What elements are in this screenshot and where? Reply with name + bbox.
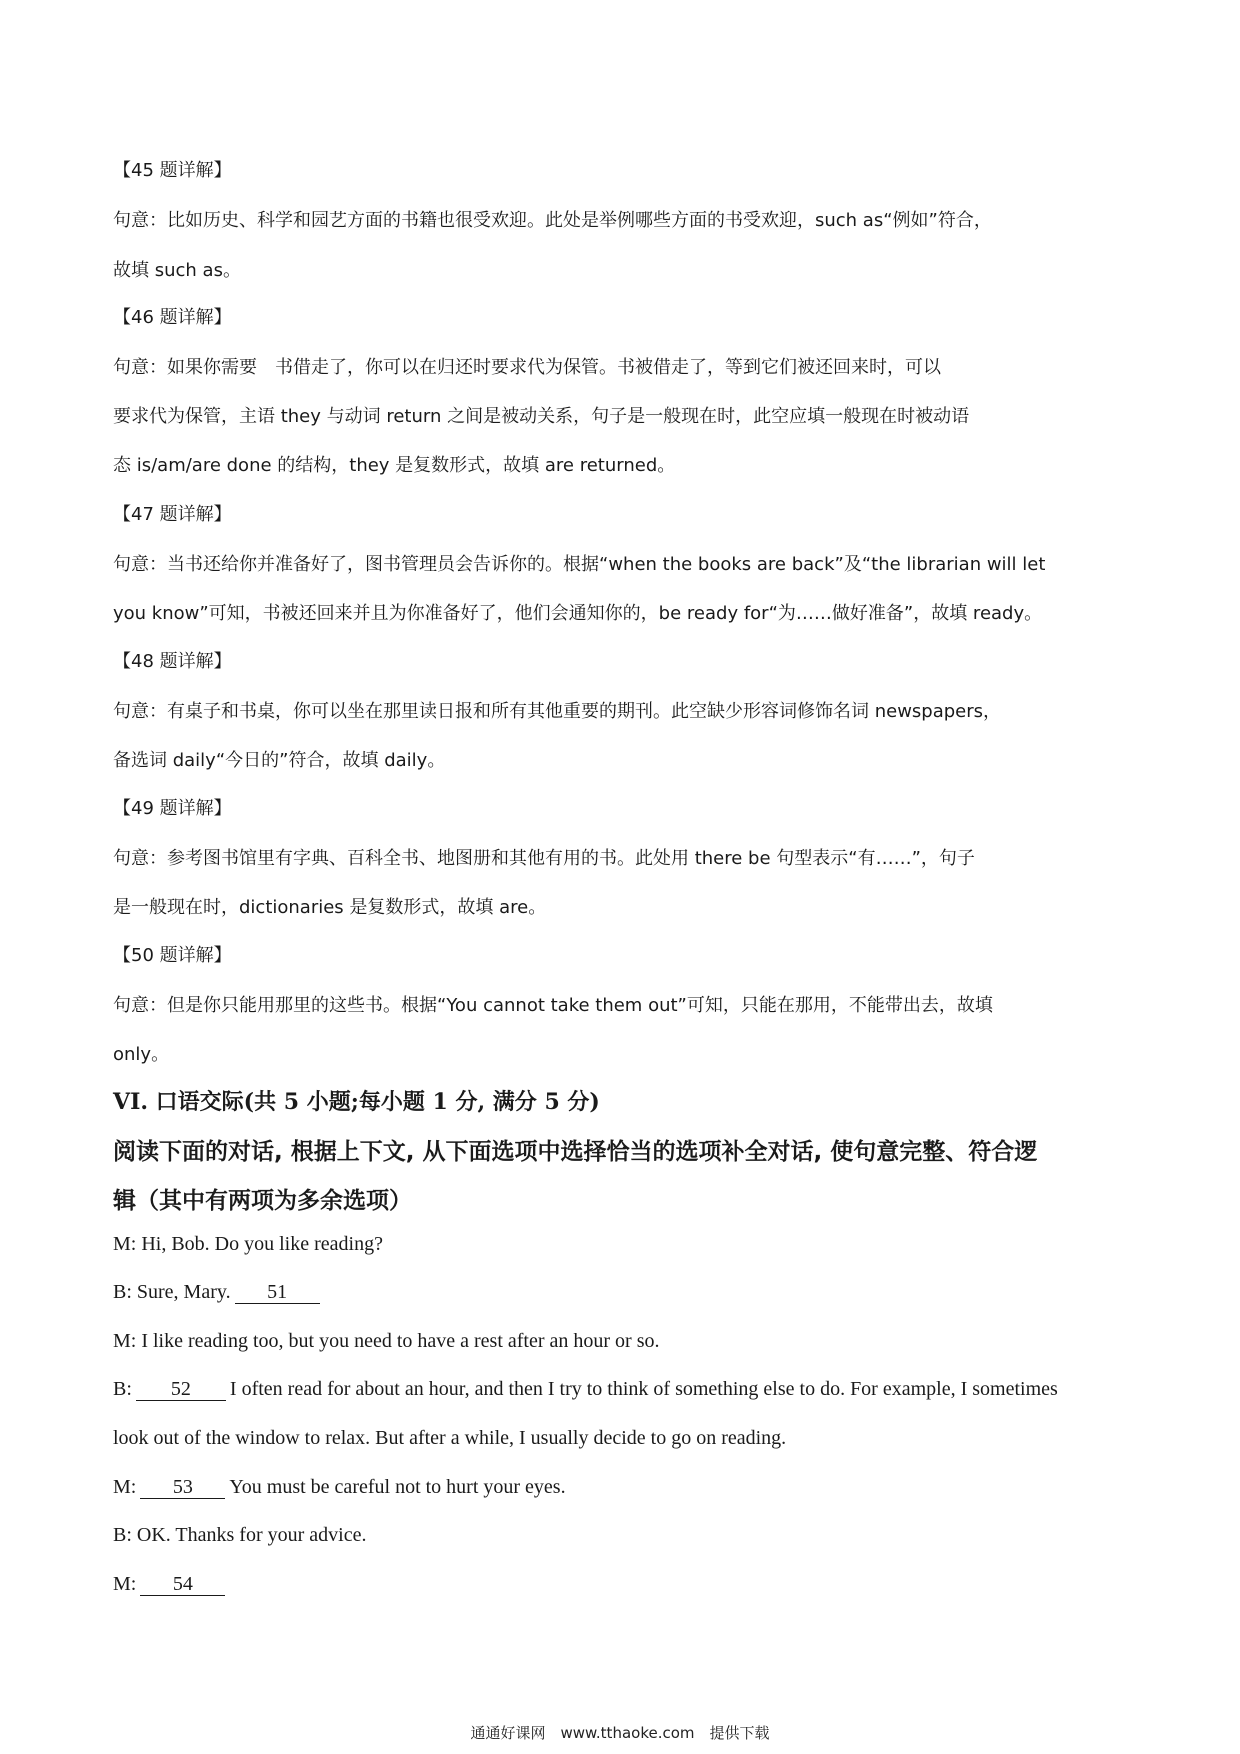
dialogue-line-6 — [113, 1476, 566, 1499]
explanation-45-line-2: 故填 such as。 — [113, 260, 241, 281]
explanation-46-line-1: 句意：如果你需要 书借走了，你可以在归还时要求代为保管。书被借走了，等到它们被还回来时，可以 — [113, 357, 941, 378]
dialogue-line-2 — [113, 1281, 324, 1304]
dialogue-line-2-prefix: B: Sure, Mary. — [113, 1281, 231, 1303]
explanation-46-line-2: 要求代为保管，主语 they 与动词 return 之间是被动关系，句子是一般现在时，此空应填一般现在时被动语 — [113, 406, 970, 427]
explanation-50-line-2: only。 — [113, 1044, 170, 1065]
explanation-45-line-1: 句意：比如历史、科学和园艺方面的书籍也很受欢迎。此处是举例哪些方面的书受欢迎，such as“例如”符合， — [113, 210, 992, 231]
explanation-47-line-1: 句意：当书还给你并准备好了，图书管理员会告诉你的。根据“when the books are back”及“the librarian will let — [113, 554, 1046, 575]
explanation-48-title: 【48 题详解】 — [113, 651, 232, 672]
page-footer: 通通好课网 www.tthaoke.com 提供下载 — [470, 1724, 770, 1742]
blank-52: 52 — [136, 1378, 226, 1401]
explanation-48-line-1: 句意：有桌子和书桌，你可以坐在那里读日报和所有其他重要的期刊。此空缺少形容词修饰名词 newspapers， — [113, 701, 1002, 722]
explanation-48-line-2: 备选词 daily“今日的”符合，故填 daily。 — [113, 750, 446, 771]
explanation-50-title: 【50 题详解】 — [113, 945, 232, 966]
explanation-49-line-2: 是一般现在时，dictionaries 是复数形式，故填 are。 — [113, 897, 547, 918]
dialogue-line-4-prefix: B: — [113, 1378, 132, 1400]
section-instruction-line-2: 辑（其中有两项为多余选项） — [113, 1188, 412, 1214]
dialogue-line-4-text: I often read for about an hour, and then I try to think of something else to do. For example, I sometimes — [229, 1378, 1058, 1400]
explanation-46-line-3: 态 is/am/are done 的结构，they 是复数形式，故填 are returned。 — [113, 455, 676, 476]
dialogue-line-3: M: I like reading too, but you need to have a rest after an hour or so. — [113, 1330, 660, 1352]
explanation-47-line-2: you know”可知，书被还回来并且为你准备好了，他们会通知你的，be ready for“为……做好准备”，故填 ready。 — [113, 603, 1043, 624]
dialogue-line-6-prefix: M: — [113, 1476, 137, 1498]
section-heading: VI. 口语交际(共 5 小题;每小题 1 分, 满分 5 分) — [113, 1089, 600, 1115]
dialogue-line-7: B: OK. Thanks for your advice. — [113, 1524, 367, 1546]
explanation-49-title: 【49 题详解】 — [113, 798, 232, 819]
blank-51: 51 — [235, 1281, 320, 1304]
blank-54: 54 — [140, 1573, 225, 1596]
explanation-46-title: 【46 题详解】 — [113, 307, 232, 328]
explanation-45-title: 【45 题详解】 — [113, 160, 232, 181]
section-instruction-line-1: 阅读下面的对话, 根据上下文, 从下面选项中选择恰当的选项补全对话, 使句意完整、符合逻 — [113, 1139, 1038, 1165]
dialogue-line-6-text: You must be careful not to hurt your eyes. — [229, 1476, 566, 1498]
explanation-47-title: 【47 题详解】 — [113, 504, 232, 525]
dialogue-line-8 — [113, 1573, 229, 1596]
dialogue-line-5: look out of the window to relax. But after a while, I usually decide to go on reading. — [113, 1427, 787, 1449]
dialogue-line-8-prefix: M: — [113, 1573, 137, 1595]
blank-53: 53 — [140, 1476, 225, 1499]
dialogue-line-4 — [113, 1378, 1058, 1401]
explanation-49-line-1: 句意：参考图书馆里有字典、百科全书、地图册和其他有用的书。此处用 there be 句型表示“有……”，句子 — [113, 848, 975, 869]
dialogue-line-1: M: Hi, Bob. Do you like reading? — [113, 1233, 383, 1255]
explanation-50-line-1: 句意：但是你只能用那里的这些书。根据“You cannot take them out”可知，只能在那用，不能带出去，故填 — [113, 995, 993, 1016]
